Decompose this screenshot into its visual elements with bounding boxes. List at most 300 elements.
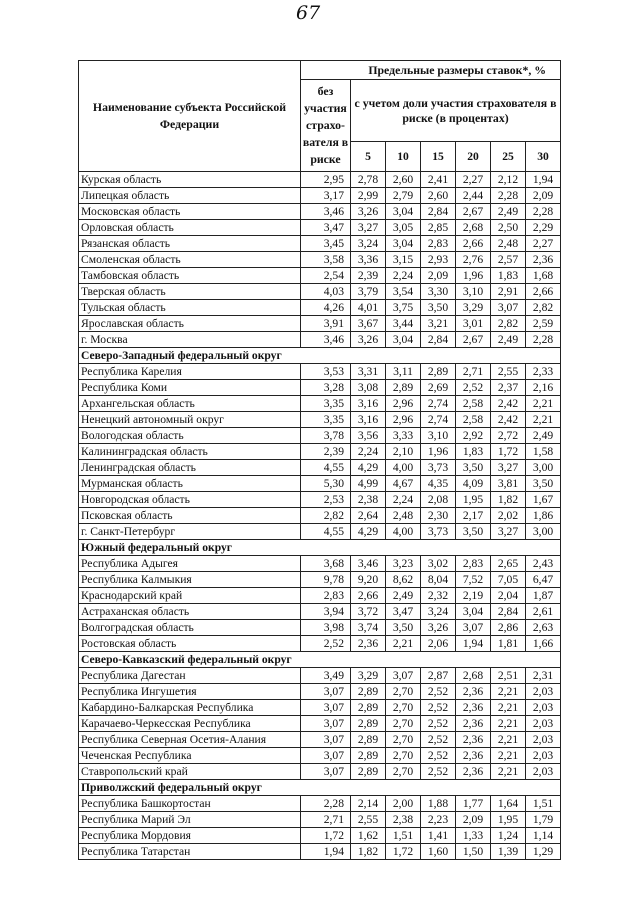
rate-no-participation: 3,94: [301, 604, 351, 620]
rate-cell: 2,38: [351, 492, 386, 508]
rate-no-participation: 4,55: [301, 524, 351, 540]
rate-cell: 3,50: [386, 620, 421, 636]
rate-cell: 3,08: [351, 380, 386, 396]
table-row: [79, 508, 561, 524]
rate-cell: 3,26: [351, 204, 386, 220]
rate-no-participation: 3,07: [301, 748, 351, 764]
table-row: [79, 764, 561, 780]
table-row: [79, 604, 561, 620]
rate-cell: 3,79: [351, 284, 386, 300]
table-row: [79, 284, 561, 300]
rate-cell: 3,50: [526, 476, 561, 492]
rate-cell: 3,07: [386, 668, 421, 684]
rate-cell: 2,49: [491, 332, 526, 348]
section-row: [79, 540, 561, 556]
rate-cell: 3,44: [386, 316, 421, 332]
rate-no-participation: 2,82: [301, 508, 351, 524]
rate-cell: 2,28: [526, 204, 561, 220]
table-row: [79, 524, 561, 540]
rate-cell: 3,74: [351, 620, 386, 636]
table-row: [79, 460, 561, 476]
rate-cell: 1,88: [421, 796, 456, 812]
region-name: Астраханская область: [79, 604, 301, 620]
rate-no-participation: 3,46: [301, 332, 351, 348]
rate-cell: 1,58: [526, 444, 561, 460]
rate-no-participation: 3,45: [301, 236, 351, 252]
rate-cell: 1,72: [491, 444, 526, 460]
rate-cell: 2,55: [491, 364, 526, 380]
rate-cell: 2,78: [351, 172, 386, 188]
rate-cell: 1,95: [491, 812, 526, 828]
rate-cell: 2,21: [491, 716, 526, 732]
rate-cell: 2,36: [351, 636, 386, 652]
rate-cell: 3,01: [456, 316, 491, 332]
rate-cell: 2,72: [491, 428, 526, 444]
region-name: Республика Адыгея: [79, 556, 301, 572]
rate-no-participation: 3,07: [301, 716, 351, 732]
region-name: Чеченская Республика: [79, 748, 301, 764]
rate-cell: 2,87: [421, 668, 456, 684]
rate-cell: 2,68: [456, 668, 491, 684]
rate-cell: 2,52: [421, 748, 456, 764]
rate-no-participation: 3,58: [301, 252, 351, 268]
rate-cell: 2,96: [386, 396, 421, 412]
rate-cell: 2,27: [456, 172, 491, 188]
table-row: [79, 812, 561, 828]
rate-cell: 3,04: [386, 332, 421, 348]
rate-no-participation: 4,55: [301, 460, 351, 476]
rate-cell: 1,60: [421, 844, 456, 860]
rate-cell: 2,76: [456, 252, 491, 268]
rate-cell: 2,89: [421, 364, 456, 380]
rate-no-participation: 2,83: [301, 588, 351, 604]
rate-cell: 2,08: [421, 492, 456, 508]
table-row: [79, 268, 561, 284]
rate-cell: 2,74: [421, 396, 456, 412]
rate-cell: 1,41: [421, 828, 456, 844]
rate-cell: 3,26: [421, 620, 456, 636]
rate-cell: 2,83: [456, 556, 491, 572]
rate-cell: 2,02: [491, 508, 526, 524]
rate-cell: 3,24: [421, 604, 456, 620]
table-row: [79, 636, 561, 652]
rate-cell: 2,03: [526, 748, 561, 764]
rate-cell: 2,36: [456, 684, 491, 700]
rate-cell: 2,96: [386, 412, 421, 428]
rate-cell: 3,47: [386, 604, 421, 620]
rate-cell: 3,11: [386, 364, 421, 380]
region-name: Тамбовская область: [79, 268, 301, 284]
rate-cell: 2,65: [491, 556, 526, 572]
rate-cell: 1,81: [491, 636, 526, 652]
rate-cell: 1,24: [491, 828, 526, 844]
rate-cell: 2,99: [351, 188, 386, 204]
rate-no-participation: 2,52: [301, 636, 351, 652]
table-row: [79, 300, 561, 316]
rate-cell: 3,73: [421, 524, 456, 540]
table-row: [79, 444, 561, 460]
rate-cell: 2,52: [456, 380, 491, 396]
rate-cell: 2,31: [526, 668, 561, 684]
rate-cell: 2,24: [386, 268, 421, 284]
rate-cell: 2,21: [491, 764, 526, 780]
rate-cell: 2,69: [421, 380, 456, 396]
table-row: [79, 236, 561, 252]
share-level-30: 30: [526, 142, 561, 172]
rate-no-participation: 3,07: [301, 700, 351, 716]
rate-cell: 3,50: [456, 524, 491, 540]
table-row: [79, 844, 561, 860]
rate-cell: 3,21: [421, 316, 456, 332]
rate-cell: 2,03: [526, 716, 561, 732]
table-row: [79, 332, 561, 348]
rate-cell: 2,89: [351, 748, 386, 764]
rate-no-participation: 3,07: [301, 684, 351, 700]
rate-cell: 3,16: [351, 396, 386, 412]
rate-no-participation: 9,78: [301, 572, 351, 588]
region-name: Мурманская область: [79, 476, 301, 492]
rate-cell: 3,30: [421, 284, 456, 300]
rate-cell: 2,93: [421, 252, 456, 268]
rate-cell: 2,39: [351, 268, 386, 284]
region-name: Псковская область: [79, 508, 301, 524]
table-row: [79, 828, 561, 844]
rate-cell: 4,09: [456, 476, 491, 492]
rate-cell: 3,50: [456, 460, 491, 476]
rate-cell: 2,67: [456, 332, 491, 348]
region-name: Краснодарский край: [79, 588, 301, 604]
rate-cell: 2,21: [526, 412, 561, 428]
rate-no-participation: 1,94: [301, 844, 351, 860]
rate-cell: 2,61: [526, 604, 561, 620]
table-row: [79, 428, 561, 444]
rate-cell: 3,54: [386, 284, 421, 300]
rate-cell: 2,36: [456, 732, 491, 748]
section-row: [79, 348, 561, 364]
rate-cell: 3,27: [491, 524, 526, 540]
rate-no-participation: 3,07: [301, 764, 351, 780]
region-name: Республика Марий Эл: [79, 812, 301, 828]
region-name: Кабардино-Балкарская Республика: [79, 700, 301, 716]
rate-cell: 1,72: [386, 844, 421, 860]
rate-cell: 3,31: [351, 364, 386, 380]
rate-cell: 2,84: [421, 204, 456, 220]
rate-cell: 2,36: [456, 700, 491, 716]
table-row: [79, 380, 561, 396]
section-title: Южный федеральный округ: [79, 540, 561, 556]
rate-cell: 3,04: [386, 236, 421, 252]
table-row: [79, 476, 561, 492]
rate-cell: 2,09: [526, 188, 561, 204]
region-name: Вологодская область: [79, 428, 301, 444]
rate-cell: 1,29: [526, 844, 561, 860]
rate-cell: 1,94: [456, 636, 491, 652]
rate-no-participation: 2,71: [301, 812, 351, 828]
region-name: Республика Северная Осетия-Алания: [79, 732, 301, 748]
rate-cell: 4,29: [351, 524, 386, 540]
rate-cell: 2,70: [386, 732, 421, 748]
rate-cell: 2,89: [351, 684, 386, 700]
rate-cell: 3,33: [386, 428, 421, 444]
rate-cell: 2,30: [421, 508, 456, 524]
rate-cell: 8,04: [421, 572, 456, 588]
region-name: Республика Башкортостан: [79, 796, 301, 812]
region-name: Карачаево-Черкесская Республика: [79, 716, 301, 732]
rate-cell: 1,96: [456, 268, 491, 284]
rate-no-participation: 3,17: [301, 188, 351, 204]
region-name: Орловская область: [79, 220, 301, 236]
rate-cell: 4,35: [421, 476, 456, 492]
rate-cell: 2,04: [491, 588, 526, 604]
rate-no-participation: 1,72: [301, 828, 351, 844]
region-name: Республика Татарстан: [79, 844, 301, 860]
region-name: Республика Калмыкия: [79, 572, 301, 588]
rate-cell: 3,07: [456, 620, 491, 636]
table-row: [79, 188, 561, 204]
rate-cell: 2,12: [491, 172, 526, 188]
rate-cell: 2,36: [456, 764, 491, 780]
rate-cell: 1,77: [456, 796, 491, 812]
rate-cell: 4,00: [386, 460, 421, 476]
table-row: [79, 172, 561, 188]
rate-cell: 2,00: [386, 796, 421, 812]
rate-cell: 9,20: [351, 572, 386, 588]
rate-no-participation: 4,26: [301, 300, 351, 316]
rate-cell: 2,68: [456, 220, 491, 236]
table-row: [79, 716, 561, 732]
rate-no-participation: 2,95: [301, 172, 351, 188]
rate-no-participation: 3,46: [301, 204, 351, 220]
rate-cell: 3,67: [351, 316, 386, 332]
rate-cell: 2,89: [351, 764, 386, 780]
table-row: [79, 396, 561, 412]
rate-cell: 2,24: [386, 492, 421, 508]
rate-cell: 2,85: [421, 220, 456, 236]
rate-cell: 2,44: [456, 188, 491, 204]
table-row: [79, 572, 561, 588]
share-header: с учетом доли участия страхователя в риске (в процентах): [351, 80, 561, 142]
section-row: [79, 780, 561, 796]
rate-cell: 1,83: [491, 268, 526, 284]
region-name: Липецкая область: [79, 188, 301, 204]
region-column-header: Наименование субъекта Российской Федерации: [79, 61, 301, 172]
rate-cell: 1,83: [456, 444, 491, 460]
rate-cell: 2,49: [386, 588, 421, 604]
rate-cell: 7,05: [491, 572, 526, 588]
rate-cell: 1,66: [526, 636, 561, 652]
rate-cell: 3,04: [456, 604, 491, 620]
rate-cell: 3,81: [491, 476, 526, 492]
region-name: Республика Дагестан: [79, 668, 301, 684]
rate-cell: 2,42: [491, 396, 526, 412]
share-level-25: 25: [491, 142, 526, 172]
rate-cell: 3,10: [456, 284, 491, 300]
rate-cell: 2,49: [526, 428, 561, 444]
region-name: Ненецкий автономный округ: [79, 412, 301, 428]
rate-cell: 2,14: [351, 796, 386, 812]
rate-cell: 2,91: [491, 284, 526, 300]
rate-cell: 1,64: [491, 796, 526, 812]
rate-cell: 2,36: [456, 748, 491, 764]
table-row: [79, 556, 561, 572]
table-row: [79, 492, 561, 508]
table-row: [79, 364, 561, 380]
rate-cell: 2,52: [421, 732, 456, 748]
rate-cell: 8,62: [386, 572, 421, 588]
rate-cell: 2,70: [386, 700, 421, 716]
table-row: [79, 252, 561, 268]
rate-cell: 2,84: [421, 332, 456, 348]
region-name: Республика Ингушетия: [79, 684, 301, 700]
rates-group-header: Предельные размеры ставок*, %: [301, 61, 561, 80]
rate-cell: 2,70: [386, 716, 421, 732]
rate-cell: 2,24: [351, 444, 386, 460]
rate-cell: 2,70: [386, 748, 421, 764]
rate-cell: 2,21: [491, 700, 526, 716]
region-name: Волгоградская область: [79, 620, 301, 636]
region-name: Тульская область: [79, 300, 301, 316]
rate-no-participation: 2,28: [301, 796, 351, 812]
rate-no-participation: 3,47: [301, 220, 351, 236]
rate-cell: 2,41: [421, 172, 456, 188]
rate-cell: 3,29: [351, 668, 386, 684]
rate-cell: 3,26: [351, 332, 386, 348]
rate-cell: 4,99: [351, 476, 386, 492]
rate-cell: 2,37: [491, 380, 526, 396]
rate-cell: 3,29: [456, 300, 491, 316]
region-name: Московская область: [79, 204, 301, 220]
rate-no-participation: 5,30: [301, 476, 351, 492]
rate-cell: 2,21: [491, 748, 526, 764]
region-name: Ростовская область: [79, 636, 301, 652]
rate-cell: 3,04: [386, 204, 421, 220]
section-title: Северо-Западный федеральный округ: [79, 348, 561, 364]
rate-cell: 2,42: [491, 412, 526, 428]
region-name: Ставропольский край: [79, 764, 301, 780]
rate-cell: 2,52: [421, 700, 456, 716]
rate-cell: 1,51: [386, 828, 421, 844]
region-name: Архангельская область: [79, 396, 301, 412]
share-level-15: 15: [421, 142, 456, 172]
rate-cell: 7,52: [456, 572, 491, 588]
rate-cell: 2,21: [386, 636, 421, 652]
rate-cell: 2,79: [386, 188, 421, 204]
rate-cell: 2,27: [526, 236, 561, 252]
rate-cell: 2,52: [421, 684, 456, 700]
table-row: [79, 220, 561, 236]
region-name: Республика Коми: [79, 380, 301, 396]
region-name: Новгородская область: [79, 492, 301, 508]
table-row: [79, 204, 561, 220]
table-row: [79, 668, 561, 684]
rate-cell: 4,29: [351, 460, 386, 476]
rate-cell: 2,86: [491, 620, 526, 636]
rate-no-participation: 3,68: [301, 556, 351, 572]
rate-cell: 2,57: [491, 252, 526, 268]
rate-cell: 2,36: [526, 252, 561, 268]
rate-cell: 2,70: [386, 684, 421, 700]
rate-no-participation: 2,53: [301, 492, 351, 508]
rate-cell: 3,23: [386, 556, 421, 572]
rate-cell: 2,64: [351, 508, 386, 524]
region-name: Курская область: [79, 172, 301, 188]
rate-cell: 1,62: [351, 828, 386, 844]
rate-cell: 2,83: [421, 236, 456, 252]
share-level-20: 20: [456, 142, 491, 172]
rate-cell: 3,24: [351, 236, 386, 252]
rate-cell: 2,17: [456, 508, 491, 524]
rate-cell: 3,46: [351, 556, 386, 572]
rate-cell: 2,84: [491, 604, 526, 620]
rate-no-participation: 3,91: [301, 316, 351, 332]
rate-cell: 3,16: [351, 412, 386, 428]
rate-cell: 2,74: [421, 412, 456, 428]
rate-cell: 2,60: [421, 188, 456, 204]
rate-cell: 2,09: [456, 812, 491, 828]
rate-cell: 1,94: [526, 172, 561, 188]
table-row: [79, 316, 561, 332]
rate-cell: 2,66: [351, 588, 386, 604]
rate-cell: 1,96: [421, 444, 456, 460]
rate-cell: 2,32: [421, 588, 456, 604]
rate-cell: 2,70: [386, 764, 421, 780]
rate-cell: 4,01: [351, 300, 386, 316]
table-row: [79, 732, 561, 748]
rate-cell: 1,82: [351, 844, 386, 860]
rate-cell: 2,66: [456, 236, 491, 252]
rate-cell: 3,73: [421, 460, 456, 476]
rate-cell: 2,63: [526, 620, 561, 636]
rate-cell: 1,82: [491, 492, 526, 508]
rate-no-participation: 3,78: [301, 428, 351, 444]
share-level-10: 10: [386, 142, 421, 172]
table-body: [79, 172, 561, 860]
rate-cell: 2,52: [421, 764, 456, 780]
section-row: [79, 652, 561, 668]
rate-cell: 2,03: [526, 764, 561, 780]
section-title: Приволжский федеральный округ: [79, 780, 561, 796]
region-name: Республика Карелия: [79, 364, 301, 380]
rate-cell: 1,86: [526, 508, 561, 524]
no-participation-header: без участия страхо-вателя в риске: [301, 80, 351, 172]
region-name: г. Москва: [79, 332, 301, 348]
rate-cell: 4,00: [386, 524, 421, 540]
region-name: Ленинградская область: [79, 460, 301, 476]
rate-cell: 2,82: [491, 316, 526, 332]
rate-no-participation: 3,49: [301, 668, 351, 684]
rate-cell: 2,50: [491, 220, 526, 236]
share-level-5: 5: [351, 142, 386, 172]
rate-cell: 3,56: [351, 428, 386, 444]
rate-cell: 1,95: [456, 492, 491, 508]
rate-cell: 2,28: [491, 188, 526, 204]
rate-cell: 3,05: [386, 220, 421, 236]
table-row: [79, 588, 561, 604]
region-name: Смоленская область: [79, 252, 301, 268]
region-name: Тверская область: [79, 284, 301, 300]
rate-cell: 3,27: [351, 220, 386, 236]
rate-cell: 3,50: [421, 300, 456, 316]
rate-cell: 2,49: [491, 204, 526, 220]
table-row: [79, 748, 561, 764]
region-name: Калининградская область: [79, 444, 301, 460]
rate-cell: 2,58: [456, 412, 491, 428]
rate-cell: 2,16: [526, 380, 561, 396]
rate-cell: 2,38: [386, 812, 421, 828]
rate-cell: 2,33: [526, 364, 561, 380]
rate-cell: 1,50: [456, 844, 491, 860]
rate-no-participation: 4,03: [301, 284, 351, 300]
